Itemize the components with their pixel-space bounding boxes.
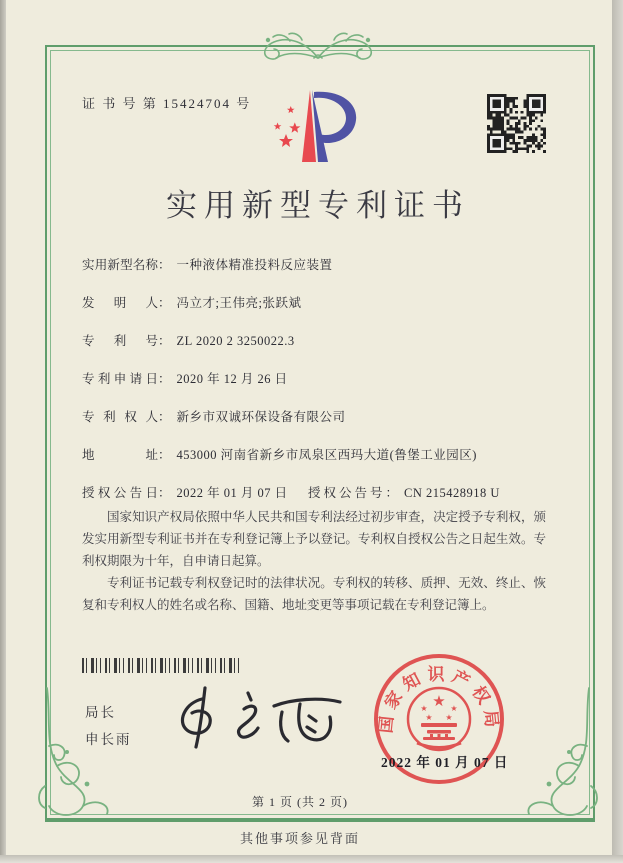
field-label: 专利权人 [82,410,158,424]
svg-text:★: ★ [445,713,453,722]
field-value: 一种液体精准投料反应装置 [176,258,333,272]
seal-date: 2022 年 01 月 07 日 [381,755,509,770]
field-value: CN 215428918 U [404,486,500,500]
qr-code-icon [487,94,546,153]
field-row-inventors [82,293,301,311]
legal-paragraph-1: 国家知识产权局依照中华人民共和国专利法经过初步审查，决定授予专利权，颁发实用新型专利证书并在专利登记簿上予以登记。专利权自授权公告之日起生效。专利权期限为十年，自申请日起算。 [82,510,546,568]
page-info: 第 1 页 (共 2 页) [252,795,348,809]
field-value: 冯立才;王伟亮;张跃斌 [176,296,302,310]
field-label: 发明人 [82,296,158,310]
barcode-icon [82,658,239,673]
officer-title: 局长 [85,705,116,720]
colon: ： [158,334,171,348]
footer-note: 其他事项参见背面 [239,831,360,846]
field-label: 实用新型名称 [82,258,158,272]
field-label: 授权公告日 [82,486,158,500]
field-row-patent-no [82,331,295,349]
officer-block [85,699,132,753]
field-label: 地址 [82,448,158,462]
legal-text [82,506,546,616]
scan-edge-bottom [0,855,623,863]
field-value: 2020 年 12 月 26 日 [176,372,288,386]
field-value: ZL 2020 2 3250022.3 [176,334,295,348]
field-row-patentee [82,407,346,425]
colon: ： [158,296,171,310]
colon: ： [158,372,171,386]
field-label: 专利申请日 [82,372,158,386]
colon: ： [158,258,171,272]
officer-name: 申长雨 [85,732,132,747]
colon: ： [158,486,171,500]
colon: ： [158,448,171,462]
field-label: 授权公告号 [308,486,386,500]
field-row-grant [82,483,500,501]
field-row-name [82,255,333,273]
certificate-number: 证 书 号 第 15424704 号 [82,96,252,111]
national-emblem [417,692,461,748]
field-label: 专利号 [82,334,158,348]
svg-text:★: ★ [425,713,433,722]
cnipa-patent-logo-icon [266,84,376,170]
field-value: 453000 河南省新乡市凤泉区西玛大道(鲁堡工业园区) [176,448,477,462]
field-row-filing-date [82,369,288,387]
svg-text:★: ★ [450,704,458,713]
certificate-title: 实用新型专利证书 [166,188,470,223]
field-value: 新乡市双诚环保设备有限公司 [176,410,346,424]
legal-paragraph-2: 专利证书记载专利权登记时的法律状况。专利权的转移、质押、无效、终止、恢复和专利权人的姓名或名称、国籍、地址变更等事项记载在专利登记簿上。 [82,576,546,612]
grant-publication-no [308,483,500,501]
handwritten-signature-icon [168,683,353,753]
colon: ： [158,410,171,424]
seal-ring-text: 国家知识产权局 [376,664,502,735]
svg-text:★: ★ [432,692,446,710]
svg-text:★: ★ [420,704,428,713]
colon: ： [385,486,399,500]
field-value: 2022 年 01 月 07 日 [176,486,288,500]
scan-edge-left [0,0,6,863]
scan-edge-right [612,0,623,863]
field-row-address [82,445,477,463]
top-ornament-flourish-icon [228,28,408,68]
